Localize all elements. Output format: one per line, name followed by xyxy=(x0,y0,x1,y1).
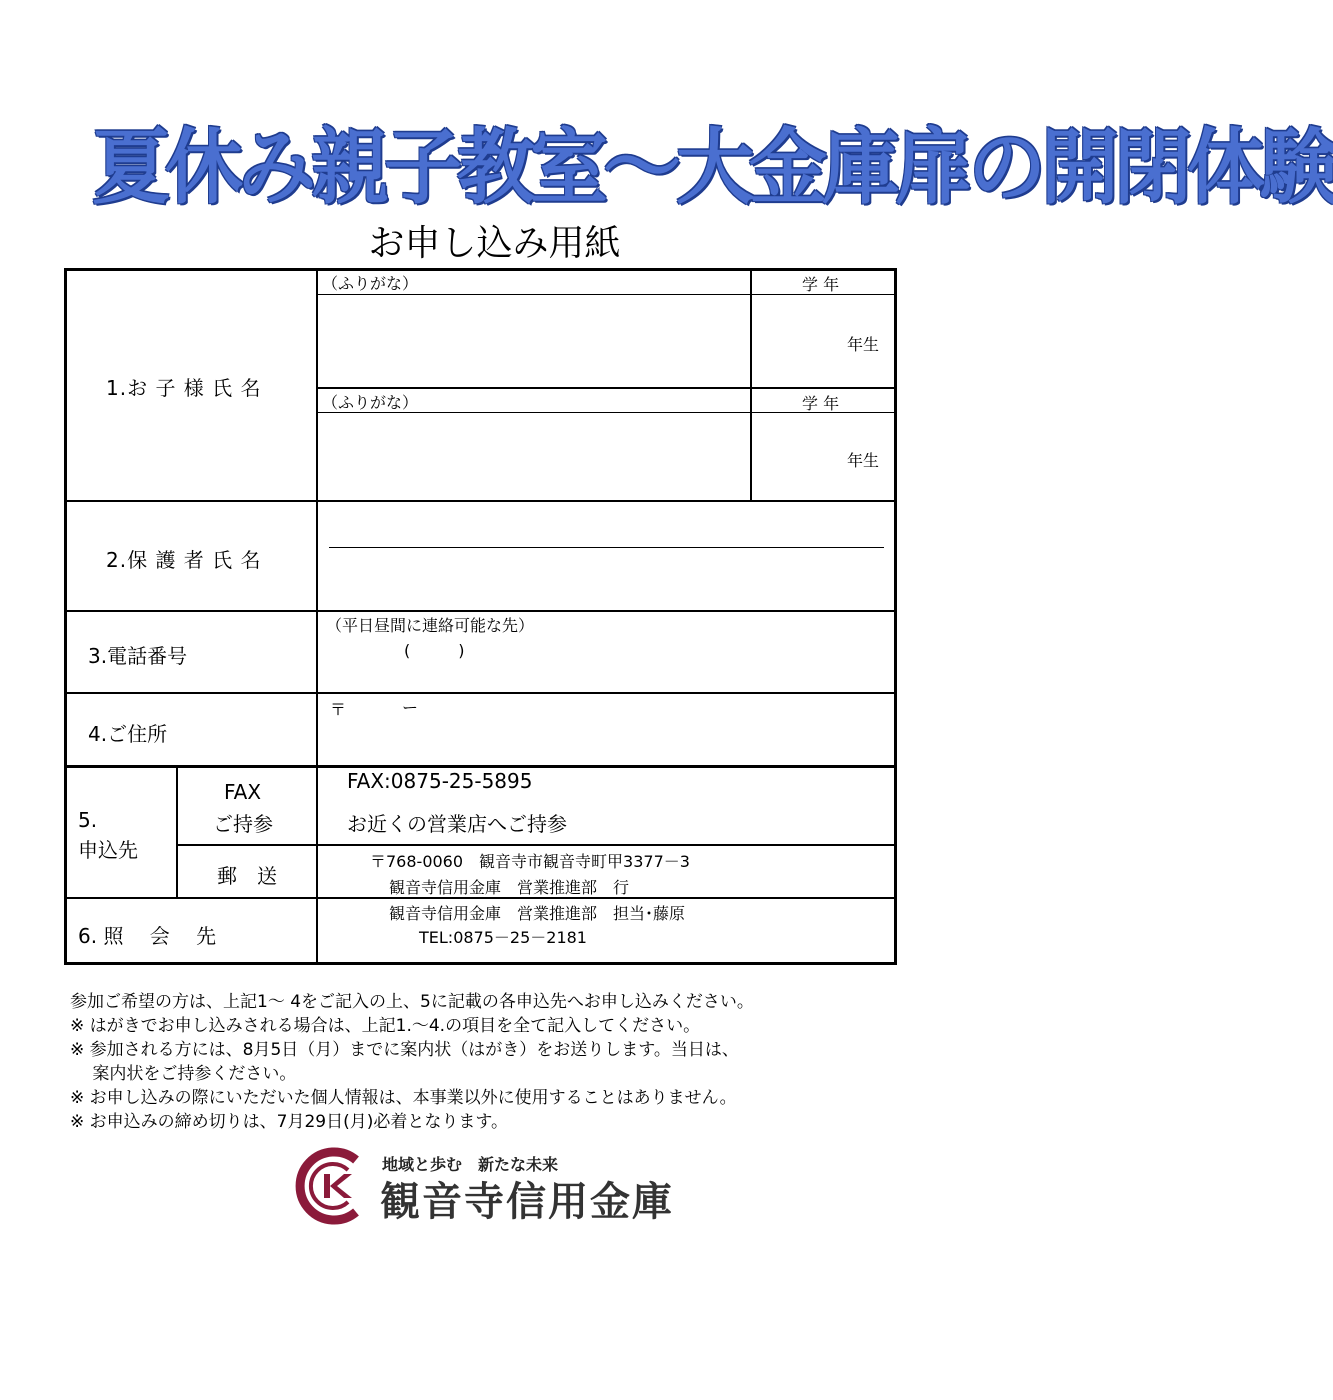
form-subtitle: お申し込み用紙 xyxy=(368,223,621,264)
guardian-name-label: 2.保 護 者 氏 名 xyxy=(106,548,262,572)
child-name-label: 1.お 子 様 氏 名 xyxy=(106,376,262,400)
note-line: ※ お申込みの締め切りは、7月29日(月)必着となります。 xyxy=(70,1112,508,1132)
form-border-left xyxy=(64,268,67,965)
bring-to-branch: お近くの営業店へご持参 xyxy=(347,812,567,836)
note-line: ※ はがきでお申し込みされる場合は、上記1.～4.の項目を全て記入してください。 xyxy=(70,1016,701,1036)
note-line: 案内状をご持参ください。 xyxy=(70,1064,297,1084)
address-label: 4.ご住所 xyxy=(88,722,168,746)
note-line: ※ お申し込みの際にいただいた個人情報は、本事業以外に使用することはありません。 xyxy=(70,1088,737,1108)
inquiry-label: 6. 照 会 先 xyxy=(78,924,217,948)
destination-sub-divider xyxy=(176,768,178,897)
mail-address: 〒768-0060 観音寺市観音寺町甲3377－3 xyxy=(370,852,690,871)
row-divider-3 xyxy=(64,692,897,694)
grade-header-1: 学 年 xyxy=(802,275,840,294)
form-border-top xyxy=(64,268,897,271)
grade-suffix-1: 年生 xyxy=(847,335,880,354)
grade-column-divider xyxy=(750,268,752,500)
fax-label: FAX xyxy=(224,780,262,804)
destination-label: 申込先 xyxy=(78,838,138,862)
destination-num: 5. xyxy=(78,808,98,832)
notes-section xyxy=(70,990,950,1134)
note-line: ※ 参加される方には、8月5日（月）までに案内状（はがき）をお送りします。当日は、 xyxy=(70,1040,739,1060)
row-divider-1 xyxy=(64,500,897,502)
application-form xyxy=(64,268,897,965)
row-divider-4 xyxy=(64,765,897,768)
phone-label: 3.電話番号 xyxy=(88,644,188,668)
child-divider xyxy=(318,387,894,389)
logo-name: 観音寺信用金庫 xyxy=(380,1179,674,1225)
postal-mark: 〒 xyxy=(330,700,347,719)
note-line: 参加ご希望の方は、上記1～ 4をご記入の上、5に記載の各申込先へお申し込みください。 xyxy=(70,992,754,1012)
postal-dash: ー xyxy=(402,698,419,717)
guardian-name-line xyxy=(329,547,884,548)
inquiry-tel: TEL:0875－25－2181 xyxy=(419,928,587,947)
row-divider-2 xyxy=(64,610,897,612)
ck-logo-icon xyxy=(286,1148,366,1224)
phone-note: （平日昼間に連絡可能な先） xyxy=(326,616,535,635)
form-border-bottom xyxy=(64,962,897,965)
mail-recipient: 観音寺信用金庫 営業推進部 行 xyxy=(389,878,630,897)
label-column-divider xyxy=(316,268,318,965)
furigana-label-1: （ふりがな） xyxy=(322,274,419,293)
grade-suffix-2: 年生 xyxy=(847,451,880,470)
fax-number: FAX:0875-25-5895 xyxy=(347,769,533,793)
inquiry-contact: 観音寺信用金庫 営業推進部 担当･藤原 xyxy=(389,904,686,923)
grade-header-2: 学 年 xyxy=(802,394,840,413)
form-border-right xyxy=(894,268,897,965)
logo-slogan: 地域と歩む 新たな未来 xyxy=(382,1155,559,1174)
bring-label: ご持参 xyxy=(213,812,273,836)
furigana-label-2: （ふりがな） xyxy=(322,393,419,412)
fax-mail-divider xyxy=(176,844,897,846)
phone-area-parens: ( ) xyxy=(404,641,465,660)
bank-logo xyxy=(286,1148,746,1228)
mail-label: 郵 送 xyxy=(217,864,277,888)
main-title: 夏休み親子教室～大金庫扉の開閉体験 xyxy=(92,120,1333,216)
